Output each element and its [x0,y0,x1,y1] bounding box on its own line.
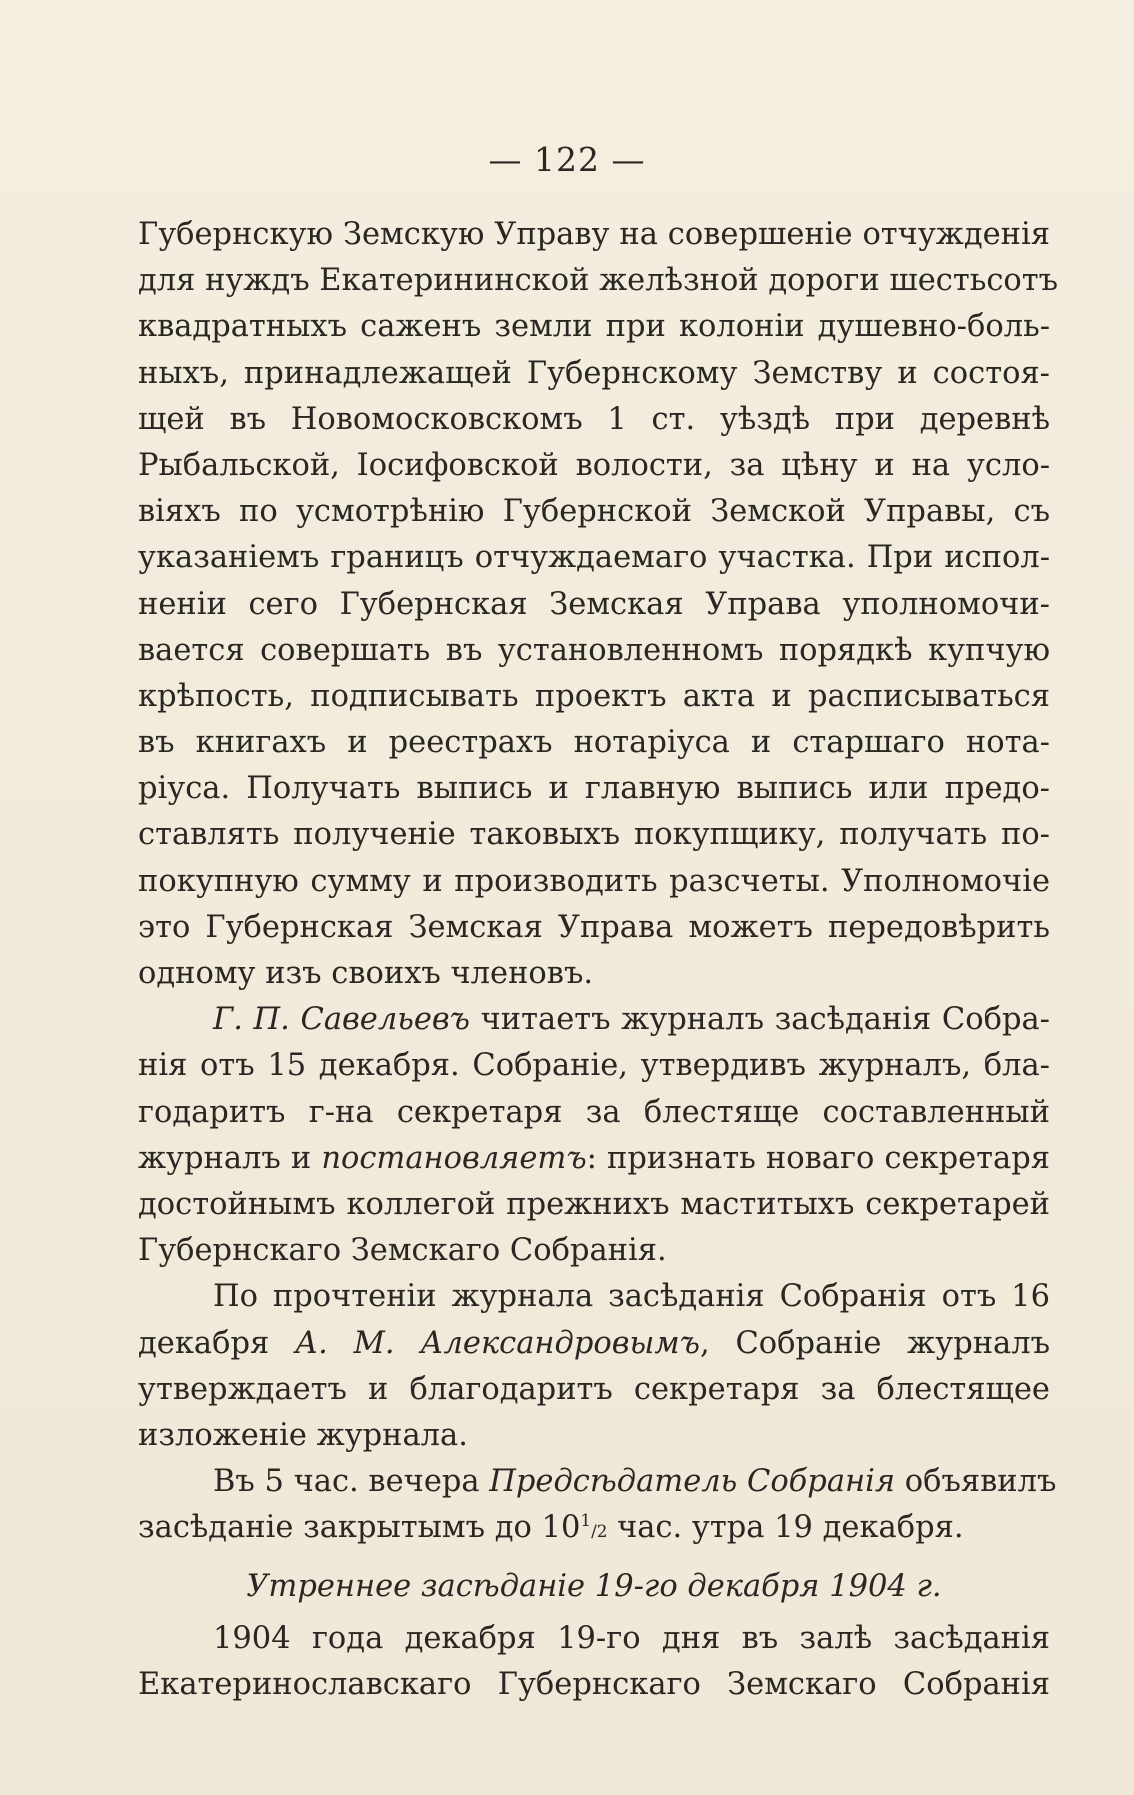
text-line: изложеніе журнала. [138,1417,468,1453]
text-fragment: читаетъ журналъ засѣданія Собра- [469,1002,1050,1038]
section-heading-text: Утреннее засѣданіе 19-го декабря 1904 г. [246,1569,942,1605]
text-line: это Губернская Земская Управа можетъ передовѣрить [138,909,1050,945]
speaker-name: Г. П. Савельевъ [213,1002,470,1038]
text-line: неніи сего Губернская Земская Управа уполномочи- [138,586,1050,622]
text-fragment: час. утра 19 декабря. [607,1510,964,1546]
body-text [138,212,1059,1708]
section-heading [138,1564,1050,1610]
emphasis-text: Предсѣдатель Собранія [489,1464,896,1500]
text-fragment: журналъ и [138,1140,322,1176]
text-fragment: , Собраніе журналъ [699,1325,1051,1361]
text-line: Рыбальской, Іосифовской волости, за цѣну и на усло- [138,447,1050,483]
fraction-denominator: /2 [591,1521,608,1542]
text-line: достойнымъ коллегой прежнихъ маститыхъ секретарей [138,1186,1050,1222]
text-line: покупную сумму и производить разсчеты. Уполномочіе [138,863,1050,899]
text-line: Губернскую Земскую Управу на совершеніе отчужденія [138,217,1050,252]
text-line: ставлять полученіе таковыхъ покупщику, получать по- [138,817,1050,853]
text-line: 1904 года декабря 19-го дня въ залѣ засѣданія [213,1620,1050,1656]
emphasis-text: постановляетъ [321,1140,587,1176]
text-line: квадратныхъ саженъ земли при колоніи душевно-боль- [138,309,1050,345]
text-line [138,1136,1050,1182]
text-line: указаніемъ границъ отчуждаемаго участка. При испол- [138,540,1050,576]
fraction-numerator: 1 [580,1510,592,1531]
text-line [138,1505,1050,1551]
text-line: нія отъ 15 декабря. Собраніе, утвердивъ журналъ, бла- [138,1048,1050,1084]
text-fragment: Въ 5 час. вечера [213,1464,490,1500]
text-line: Екатеринославскаго Губернскаго Земскаго Собранія [138,1666,1050,1702]
text-line [138,997,1050,1043]
text-line: крѣпость, подписывать проектъ акта и расписываться [138,678,1050,714]
text-fragment: объявилъ [895,1464,1057,1500]
text-line: утверждаетъ и благодаритъ секретаря за блестящее [138,1371,1050,1407]
text-line [138,1321,1050,1367]
text-fragment: засѣданіе закрытымъ до 10 [138,1510,581,1546]
text-fragment: декабря [138,1325,296,1361]
text-line: По прочтеніи журнала засѣданія Собранія отъ 16 [213,1279,1050,1315]
text-line [138,1459,1057,1505]
text-line: віяхъ по усмотрѣнію Губернской Земской Управы, съ [138,494,1050,530]
text-line: для нуждъ Екатерининской желѣзной дороги шестьсотъ [138,263,1059,299]
text-line: вается совершать въ установленномъ порядкѣ купчую [138,632,1050,668]
text-line: въ книгахъ и реестрахъ нотаріуса и старшаго нота- [138,725,1050,761]
page-number: — 122 — [488,140,646,179]
text-line: годаритъ г-на секретаря за блестяще составленный [138,1094,1050,1130]
text-line: ныхъ, принадлежащей Губернскому Земству и состоя- [138,355,1050,391]
text-line: Губернскаго Земскаго Собранія. [138,1233,667,1269]
text-fragment: : признать новаго секретаря [586,1140,1050,1176]
text-line: ріуса. Получать выпись и главную выпись или предо- [138,771,1050,807]
text-line: щей въ Новомосковскомъ 1 ст. уѣздѣ при деревнѣ [138,401,1050,437]
text-line: одному изъ своихъ членовъ. [138,956,594,991]
person-name: А. М. Александровымъ [295,1325,700,1361]
